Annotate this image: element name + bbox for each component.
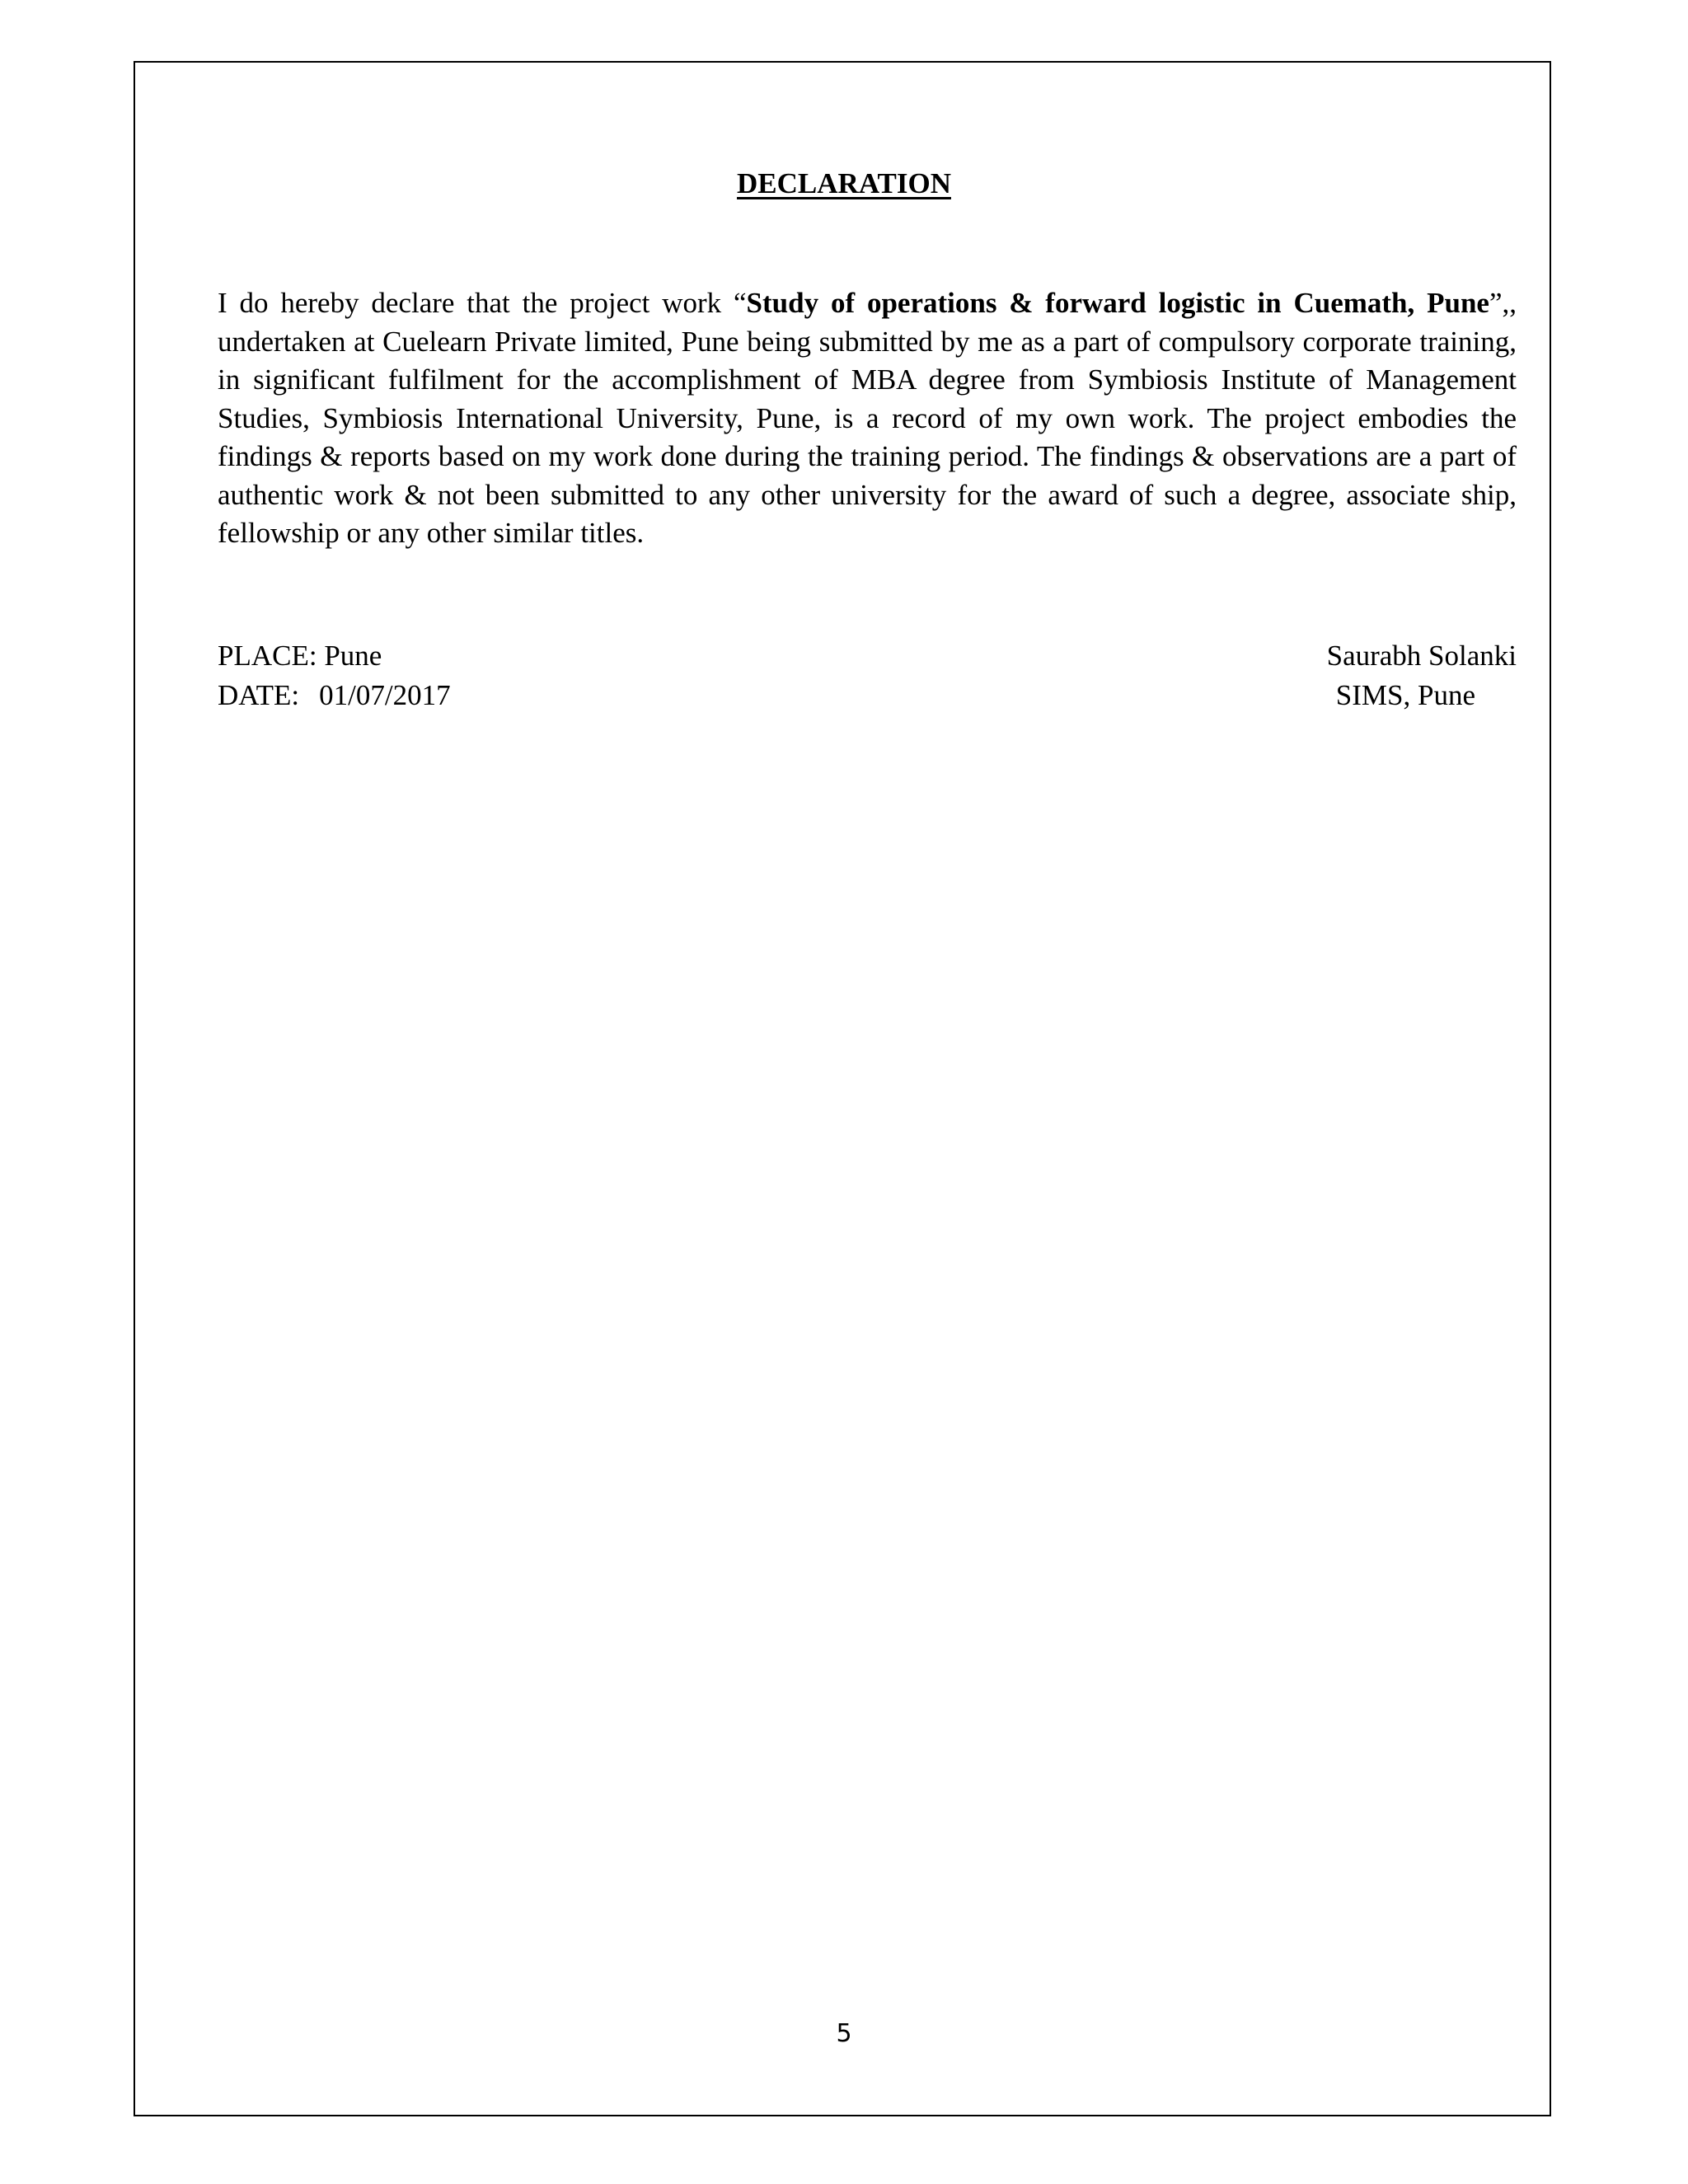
declaration-paragraph bbox=[218, 284, 1517, 553]
author-name: Saurabh Solanki bbox=[1326, 640, 1517, 672]
place-label: PLACE: bbox=[218, 640, 317, 672]
date-line bbox=[218, 676, 451, 715]
author-affiliation: SIMS, Pune bbox=[1335, 679, 1475, 711]
paragraph-lead: I do hereby declare that the project work “ bbox=[218, 287, 747, 319]
page-number: 5 bbox=[836, 2019, 852, 2048]
project-title: Study of operations & forward logistic in Cuemath, Pune bbox=[746, 287, 1489, 319]
signature-block bbox=[1327, 636, 1517, 715]
declaration-title: DECLARATION bbox=[737, 167, 951, 199]
place-value: Pune bbox=[324, 640, 382, 672]
place-date-block bbox=[218, 636, 451, 715]
date-label: DATE: bbox=[218, 679, 300, 711]
date-value: 01/07/2017 bbox=[319, 679, 451, 711]
paragraph-rest: ”,, undertaken at Cuelearn Private limited, Pune being submitted by me as a part of compulsory corporate training, in significant fulfilment for the accomplishment of MBA degree from Symbiosis Institute of Management Studies, Symbiosis International University, Pune, is a record of my own work. The project embodies the findings & reports based on my work done during the training period. The findings & observations are a part of authentic work & not been submitted to any other university for the award of such a degree, associate ship, fellowship or any other similar titles. bbox=[218, 287, 1517, 549]
place-line bbox=[218, 636, 451, 676]
